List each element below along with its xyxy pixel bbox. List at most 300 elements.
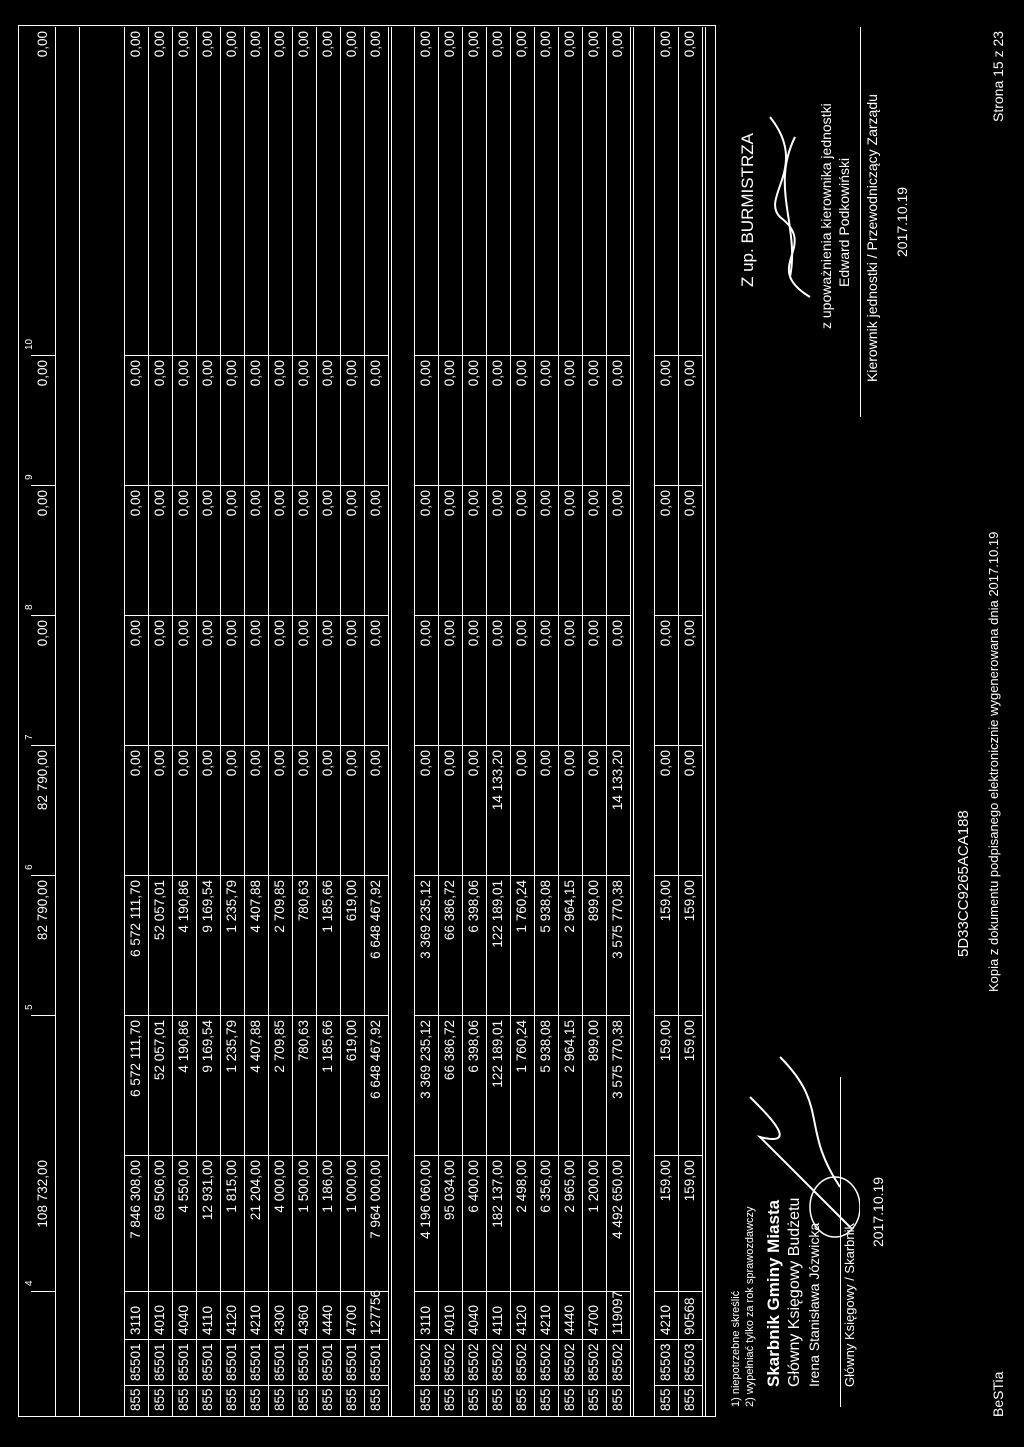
table-cell: 0,00: [682, 31, 697, 58]
table-cell: 0,00: [200, 31, 215, 58]
table-cell: 0,00: [344, 750, 359, 777]
col-divider: [534, 1155, 558, 1156]
col-divider: [292, 1385, 316, 1386]
col-divider: [414, 745, 438, 746]
col-divider: [172, 1015, 196, 1016]
table-cell: 855: [296, 1388, 311, 1411]
table-cell: 85501: [176, 1343, 191, 1381]
table-cell: 0,00: [296, 360, 311, 387]
table-cell: 0,00: [586, 360, 601, 387]
col-divider: [438, 485, 462, 486]
col-divider: [364, 875, 388, 876]
col-divider: [486, 615, 510, 616]
table-cell: 6 398,06: [466, 1020, 481, 1073]
table-cell: 0,00: [490, 360, 505, 387]
table-cell: 855: [320, 1388, 335, 1411]
group-divider: [391, 27, 392, 1416]
table-row: [316, 27, 340, 1416]
table-cell: 0,00: [224, 31, 239, 58]
col-divider: [654, 1339, 678, 1340]
col-divider: [244, 1385, 268, 1386]
col-divider: [414, 875, 438, 876]
col-divider: [292, 875, 316, 876]
col-divider: [292, 1015, 316, 1016]
table-cell: 855: [538, 1388, 553, 1411]
table-cell: 4 550,00: [176, 1160, 191, 1213]
col-divider: [654, 355, 678, 356]
col-divider: [316, 1015, 340, 1016]
table-cell: 0,00: [490, 31, 505, 58]
table-cell: 0,00: [514, 490, 529, 517]
totals-cell: 0,00: [35, 360, 50, 387]
table-row: [510, 27, 534, 1416]
col-divider: [414, 1385, 438, 1386]
col-divider: [148, 1155, 172, 1156]
col-divider: [172, 1155, 196, 1156]
table-cell: 182 137,00: [490, 1160, 505, 1228]
footer-page: Strona 15 z 23: [990, 30, 1006, 122]
col-divider: [292, 1155, 316, 1156]
treasurer-stamp-line1: Skarbnik Gminy Miasta: [764, 1199, 783, 1387]
col-divider: [244, 1291, 268, 1292]
col-divider: [582, 1291, 606, 1292]
table-cell: 1 185,66: [320, 1020, 335, 1073]
table-row: [292, 27, 316, 1416]
col-divider: [654, 1385, 678, 1386]
col-divider: [438, 1015, 462, 1016]
table-cell: 122 189,01: [490, 1020, 505, 1088]
table-row: [486, 27, 510, 1416]
col-divider: [268, 1155, 292, 1156]
col-divider: [606, 1339, 630, 1340]
col-divider: [244, 615, 268, 616]
mayor-stamp-line3: Edward Podkowiński: [836, 157, 852, 287]
totals-cell: 82 790,00: [35, 880, 50, 941]
table-cell: 0,00: [562, 31, 577, 58]
table-cell: 85501: [200, 1343, 215, 1381]
table-cell: 0,00: [272, 620, 287, 647]
table-cell: 6 572 111,70: [128, 880, 143, 957]
col-divider: [414, 1339, 438, 1340]
table-cell: 85502: [442, 1343, 457, 1381]
col-divider: [172, 1385, 196, 1386]
col-divider: [678, 875, 702, 876]
row-divider: [630, 27, 631, 1416]
table-cell: 0,00: [176, 31, 191, 58]
footnote-2: 2) wypełniać tylko za rok sprawozdawczy: [744, 1206, 756, 1407]
col-divider: [486, 1385, 510, 1386]
col-divider: [364, 355, 388, 356]
table-row: [558, 27, 582, 1416]
table-row: [438, 27, 462, 1416]
table-cell: 4040: [176, 1304, 191, 1335]
table-cell: 0,00: [682, 620, 697, 647]
table-cell: 85502: [610, 1343, 625, 1381]
table-cell: 855: [514, 1388, 529, 1411]
table-cell: 899,00: [586, 880, 601, 922]
table-cell: 85501: [152, 1343, 167, 1381]
table-cell: 0,00: [200, 490, 215, 517]
table-cell: 855: [610, 1388, 625, 1411]
table-row: [678, 27, 702, 1416]
col-divider: [582, 1155, 606, 1156]
treasurer-stamp-line2: Główny Księgowy Budżetu: [786, 1197, 803, 1387]
col-divider: [316, 485, 340, 486]
treasurer-role: Główny Księgowy / Skarbnik: [842, 1222, 857, 1387]
treasurer-signature-scribble: [740, 1047, 860, 1247]
col-divider: [124, 1385, 148, 1386]
col-divider: [292, 485, 316, 486]
col-divider: [486, 875, 510, 876]
col-divider: [244, 1015, 268, 1016]
table-cell: 0,00: [562, 750, 577, 777]
col-divider: [462, 1385, 486, 1386]
table-cell: 0,00: [320, 490, 335, 517]
table-cell: 3 575 770,38: [610, 1020, 625, 1099]
table-cell: 1 186,00: [320, 1160, 335, 1213]
table-cell: 85502: [466, 1343, 481, 1381]
col-divider: [148, 355, 172, 356]
table-cell: 0,00: [658, 360, 673, 387]
col-divider: [462, 875, 486, 876]
col-divider: [196, 485, 220, 486]
col-divider: [124, 745, 148, 746]
col-divider: [414, 485, 438, 486]
table-row: [268, 27, 292, 1416]
col-divider: [124, 1339, 148, 1340]
col-divider: [340, 1291, 364, 1292]
col-divider: [196, 355, 220, 356]
col-divider: [196, 1291, 220, 1292]
col-divider: [462, 1015, 486, 1016]
table-cell: 0,00: [344, 620, 359, 647]
col-divider: [268, 745, 292, 746]
col-divider: [534, 1291, 558, 1292]
col-divider: [438, 745, 462, 746]
col-divider: [606, 1015, 630, 1016]
table-cell: 4700: [586, 1304, 601, 1335]
col-divider: [148, 1015, 172, 1016]
row-divider: [388, 27, 389, 1416]
col-divider: [558, 355, 582, 356]
totals-cell: 0,00: [35, 31, 50, 58]
col-divider: [438, 875, 462, 876]
table-cell: 6 400,00: [466, 1160, 481, 1213]
col-divider: [196, 875, 220, 876]
table-cell: 855: [272, 1388, 287, 1411]
col-divider: [534, 1015, 558, 1016]
col-divider: [124, 875, 148, 876]
table-cell: 0,00: [128, 490, 143, 517]
table-cell: 0,00: [248, 31, 263, 58]
col-divider: [678, 355, 702, 356]
table-cell: 0,00: [586, 31, 601, 58]
table-cell: 855: [682, 1388, 697, 1411]
table-row: [534, 27, 558, 1416]
col-divider: [414, 355, 438, 356]
table-cell: 1 235,79: [224, 880, 239, 933]
col-divider: [148, 485, 172, 486]
table-cell: 1 760,24: [514, 1020, 529, 1073]
table-cell: 0,00: [320, 750, 335, 777]
col-divider: [220, 1155, 244, 1156]
table-cell: 0,00: [368, 620, 383, 647]
col-divider: [292, 355, 316, 356]
table-cell: 85502: [490, 1343, 505, 1381]
table-cell: 0,00: [152, 360, 167, 387]
table-row: [462, 27, 486, 1416]
table-cell: 0,00: [368, 750, 383, 777]
col-divider: [558, 1385, 582, 1386]
table-cell: 0,00: [152, 620, 167, 647]
table-cell: 855: [586, 1388, 601, 1411]
table-cell: 3 369 235,12: [418, 880, 433, 959]
col-divider: [414, 1015, 438, 1016]
table-cell: 0,00: [610, 490, 625, 517]
table-cell: 0,00: [368, 360, 383, 387]
table-cell: 0,00: [128, 620, 143, 647]
col-divider: [558, 615, 582, 616]
table-cell: 780,63: [296, 1020, 311, 1062]
col-divider: [124, 1155, 148, 1156]
table-cell: 0,00: [320, 620, 335, 647]
group-divider: [633, 27, 634, 1416]
table-cell: 159,00: [658, 1020, 673, 1062]
table-cell: 0,00: [272, 360, 287, 387]
table-cell: 899,00: [586, 1020, 601, 1062]
table-row: [606, 27, 630, 1416]
col-divider: [534, 1385, 558, 1386]
table-cell: 85503: [658, 1343, 673, 1381]
mayor-stamp-line2: z upoważnienia kierownika jednostki: [818, 103, 834, 329]
table-cell: 0,00: [296, 31, 311, 58]
col-divider: [364, 1291, 388, 1292]
col-divider: [510, 1015, 534, 1016]
table-cell: 0,00: [562, 490, 577, 517]
col-divider: [31, 485, 55, 486]
treasurer-stamp-line3: Irena Stanisława Józwicka: [806, 1222, 822, 1387]
col-divider: [292, 1339, 316, 1340]
table-cell: 855: [152, 1388, 167, 1411]
table-cell: 90568: [682, 1297, 697, 1335]
col-divider: [534, 615, 558, 616]
col-divider: [510, 355, 534, 356]
col-divider: [316, 1291, 340, 1292]
table-cell: 780,63: [296, 880, 311, 922]
col-divider: [220, 875, 244, 876]
table-cell: 6 572 111,70: [128, 1020, 143, 1097]
treasurer-line: [840, 1077, 841, 1407]
col-divider: [31, 875, 55, 876]
col-divider: [486, 355, 510, 356]
col-divider: [364, 745, 388, 746]
table-cell: 2 709,85: [272, 1020, 287, 1073]
table-cell: 85501: [128, 1343, 143, 1381]
table-cell: 0,00: [344, 360, 359, 387]
col-divider: [196, 745, 220, 746]
table-cell: 4120: [224, 1304, 239, 1335]
table-cell: 619,00: [344, 880, 359, 922]
col-divider: [582, 1385, 606, 1386]
col-divider: [438, 615, 462, 616]
table-cell: 4700: [344, 1304, 359, 1335]
col-divider: [316, 355, 340, 356]
table-cell: 0,00: [610, 360, 625, 387]
col-divider: [31, 745, 55, 746]
table-cell: 4210: [658, 1304, 673, 1335]
table-row: [414, 27, 438, 1416]
table-cell: 5 938,08: [538, 1020, 553, 1073]
footnote-1: 1) niepotrzebne skreślić: [730, 1290, 742, 1407]
col-divider: [582, 615, 606, 616]
col-divider: [220, 1385, 244, 1386]
col-divider: [534, 485, 558, 486]
table-cell: 855: [200, 1388, 215, 1411]
col-divider: [196, 1015, 220, 1016]
col-divider: [414, 1155, 438, 1156]
mayor-stamp-line1: Z up. BURMISTRZA: [738, 133, 757, 287]
table-cell: 2 709,85: [272, 880, 287, 933]
col-divider: [316, 1339, 340, 1340]
col-divider: [172, 745, 196, 746]
col-divider: [606, 875, 630, 876]
col-divider: [268, 485, 292, 486]
table-cell: 0,00: [296, 490, 311, 517]
col-divider: [124, 485, 148, 486]
table-cell: 3 369 235,12: [418, 1020, 433, 1099]
table-row: [220, 27, 244, 1416]
table-cell: 0,00: [296, 620, 311, 647]
table-cell: 0,00: [466, 31, 481, 58]
group-divider: [705, 27, 706, 1416]
col-divider: [654, 745, 678, 746]
col-divider: [148, 1339, 172, 1340]
table-cell: 85502: [514, 1343, 529, 1381]
table-cell: 0,00: [296, 750, 311, 777]
table-cell: 855: [562, 1388, 577, 1411]
table-cell: 0,00: [442, 750, 457, 777]
col-divider: [486, 1155, 510, 1156]
table-cell: 4 196 060,00: [418, 1160, 433, 1239]
col-divider: [462, 1155, 486, 1156]
col-divider: [654, 1291, 678, 1292]
table-cell: 0,00: [538, 31, 553, 58]
table-cell: 0,00: [442, 31, 457, 58]
col-divider: [196, 1339, 220, 1340]
table-cell: 0,00: [514, 31, 529, 58]
table-cell: 0,00: [128, 31, 143, 58]
table-cell: 0,00: [248, 360, 263, 387]
table-cell: 4010: [152, 1304, 167, 1335]
table-cell: 0,00: [466, 750, 481, 777]
table-cell: 127756: [368, 1289, 383, 1335]
table-cell: 0,00: [320, 360, 335, 387]
table-cell: 9 169,54: [200, 1020, 215, 1073]
table-cell: 0,00: [248, 490, 263, 517]
col-divider: [510, 875, 534, 876]
table-cell: 21 204,00: [248, 1160, 263, 1221]
col-divider: [438, 1291, 462, 1292]
table-cell: 5 938,08: [538, 880, 553, 933]
col-number-10: 10: [24, 338, 35, 350]
header-divider: [79, 27, 80, 1416]
table-row: [124, 27, 148, 1416]
col-divider: [582, 485, 606, 486]
header-divider: [55, 27, 56, 1416]
col-divider: [172, 1291, 196, 1292]
table-cell: 0,00: [418, 31, 433, 58]
col-divider: [316, 875, 340, 876]
col-divider: [196, 1385, 220, 1386]
col-divider: [340, 1339, 364, 1340]
col-divider: [678, 615, 702, 616]
table-cell: 0,00: [128, 360, 143, 387]
table-cell: 0,00: [682, 360, 697, 387]
table-cell: 14 133,20: [490, 750, 505, 811]
col-divider: [534, 1339, 558, 1340]
table-cell: 855: [344, 1388, 359, 1411]
col-divider: [654, 1155, 678, 1156]
table-cell: 0,00: [490, 620, 505, 647]
table-cell: 14 133,20: [610, 750, 625, 811]
col-divider: [558, 745, 582, 746]
table-cell: 0,00: [176, 360, 191, 387]
table-cell: 4 492 650,00: [610, 1160, 625, 1239]
col-divider: [558, 1015, 582, 1016]
treasurer-date: 2017.10.19: [870, 1176, 886, 1247]
col-number-8: 8: [24, 604, 35, 610]
table-cell: 122 189,01: [490, 880, 505, 948]
col-divider: [414, 615, 438, 616]
table-cell: 0,00: [562, 360, 577, 387]
table-cell: 0,00: [562, 620, 577, 647]
table-cell: 855: [658, 1388, 673, 1411]
table-cell: 4 000,00: [272, 1160, 287, 1213]
table-cell: 85501: [296, 1343, 311, 1381]
table-cell: 0,00: [320, 31, 335, 58]
table-cell: 2 964,15: [562, 880, 577, 933]
table-cell: 0,00: [538, 360, 553, 387]
col-divider: [340, 355, 364, 356]
table-cell: 0,00: [176, 620, 191, 647]
col-divider: [606, 615, 630, 616]
mayor-date: 2017.10.19: [894, 186, 910, 257]
table-row: [364, 27, 388, 1416]
table-cell: 855: [442, 1388, 457, 1411]
table-cell: 0,00: [514, 360, 529, 387]
table-cell: 85503: [682, 1343, 697, 1381]
table-cell: 0,00: [586, 620, 601, 647]
col-divider: [462, 355, 486, 356]
table-cell: 52 057,01: [152, 1020, 167, 1081]
col-divider: [220, 355, 244, 356]
table-cell: 0,00: [176, 490, 191, 517]
table-cell: 1 200,00: [586, 1160, 601, 1213]
col-divider: [316, 745, 340, 746]
table-cell: 85501: [320, 1343, 335, 1381]
table-row: [196, 27, 220, 1416]
table-cell: 85501: [368, 1343, 383, 1381]
col-divider: [510, 1339, 534, 1340]
table-cell: 1 000,00: [344, 1160, 359, 1213]
table-cell: 3 575 770,38: [610, 880, 625, 959]
table-cell: 0,00: [586, 750, 601, 777]
col-divider: [148, 1385, 172, 1386]
col-divider: [316, 1385, 340, 1386]
col-divider: [510, 745, 534, 746]
table-cell: 4040: [466, 1304, 481, 1335]
table-cell: 0,00: [514, 620, 529, 647]
